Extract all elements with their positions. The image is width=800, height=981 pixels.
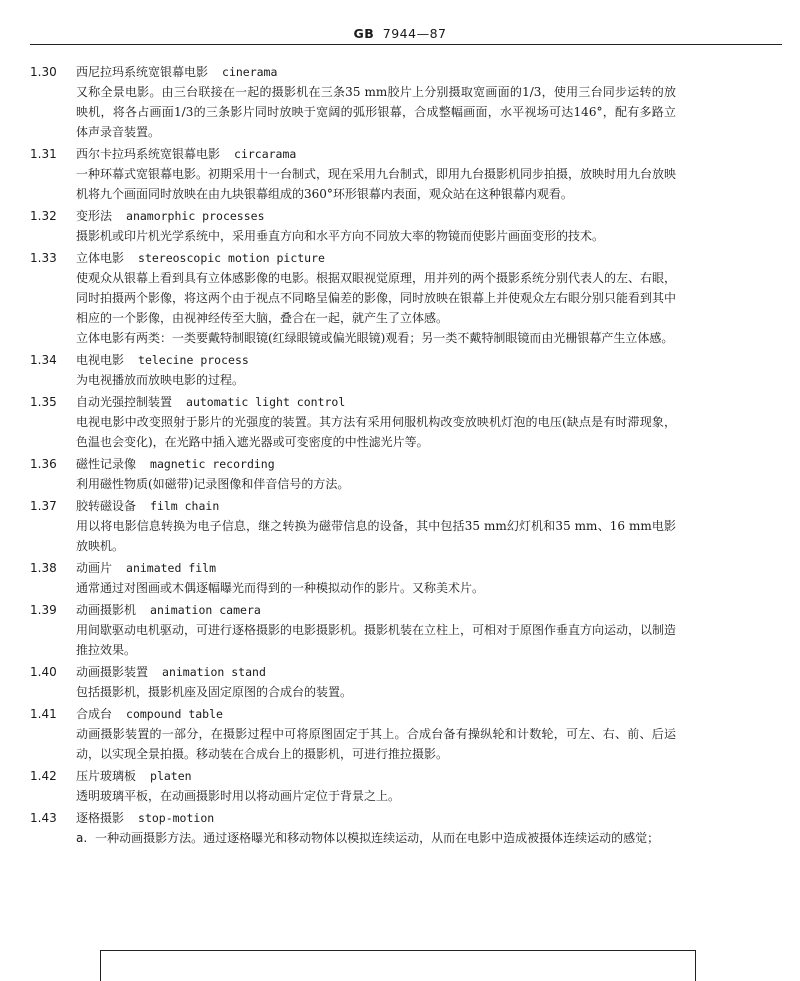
- term-number: 1.38: [30, 561, 57, 575]
- term-number: 1.39: [30, 603, 57, 617]
- term-entry: [30, 662, 780, 702]
- term-chinese-name: 动画片: [76, 561, 113, 575]
- definition-text: 又称全景电影。由三台联接在一起的摄影机在三条35 mm胶片上分别摄取宽画面的1/3，使用三台同步运转的放映机，将各占画面1/3的三条影片同时放映于宽阔的弧形银幕，合成整幅画面，水平视场可达146°，配有多路立体声录音装置。: [76, 85, 676, 139]
- term-chinese-name: 胶转磁设备: [76, 499, 137, 513]
- term-entry: [30, 62, 780, 142]
- definition-paragraph: [76, 82, 676, 142]
- term-number: 1.30: [30, 65, 57, 79]
- definition-text: 立体电影有两类：一类要戴特制眼镜(红绿眼镜或偏光眼镜)观看；另一类不戴特制眼镜而由光栅银幕产生立体感。: [76, 331, 674, 345]
- standard-code: 7944—87: [382, 26, 447, 41]
- term-english-name: telecine process: [138, 353, 249, 367]
- definition-text: 电视电影中改变照射于影片的光强度的装置。其方法有采用伺服机构改变放映机灯泡的电压(缺点是有时滞现象，色温也会变化)，在光路中插入遮光器或可变密度的中性滤光片等。: [76, 415, 676, 449]
- term-english-name: circarama: [234, 147, 297, 161]
- term-chinese-name: 电视电影: [76, 353, 125, 367]
- definition-paragraph: [76, 828, 676, 848]
- definition-text: 包括摄影机，摄影机座及固定原图的合成台的装置。: [76, 685, 353, 699]
- term-heading: [30, 600, 780, 620]
- term-number: 1.37: [30, 499, 57, 513]
- definition-paragraph: [76, 474, 676, 494]
- term-definition: [76, 682, 676, 702]
- term-chinese-name: 逐格摄影: [76, 811, 125, 825]
- definition-text: 使观众从银幕上看到具有立体感影像的电影。根据双眼视觉原理，用并列的两个摄影系统分别代表人的左、右眼，同时拍摄两个影像，将这两个由于视点不同略呈偏差的影像，同时放映在银幕上并使观众左右眼分别只能看到其中相应的一个影像，由视神经传至大脑，叠合在一起，就产生了立体感。: [76, 271, 677, 325]
- term-number: 1.40: [30, 665, 57, 679]
- term-entry: [30, 248, 780, 348]
- term-chinese-name: 变形法: [76, 209, 113, 223]
- term-heading: [30, 62, 780, 82]
- term-list: [30, 62, 780, 850]
- term-entry: [30, 454, 780, 494]
- definition-text: 为电视播放而放映电影的过程。: [76, 373, 245, 387]
- header-rule: [30, 44, 782, 45]
- term-entry: [30, 350, 780, 390]
- term-number: 1.42: [30, 769, 57, 783]
- term-english-name: stop-motion: [138, 811, 215, 825]
- term-definition: [76, 828, 676, 848]
- definition-paragraph: [76, 164, 676, 204]
- definition-paragraph: [76, 268, 676, 328]
- term-heading: [30, 766, 780, 786]
- definition-text: 一种动画摄影方法。通过逐格曝光和移动物体以模拟连续运动，从而在电影中造成被摄体连续运动的感觉；: [95, 831, 660, 845]
- term-english-name: stereoscopic motion picture: [138, 251, 325, 265]
- term-chinese-name: 动画摄影装置: [76, 665, 149, 679]
- term-number: 1.31: [30, 147, 57, 161]
- term-entry: [30, 704, 780, 764]
- term-definition: [76, 268, 676, 348]
- definition-paragraph: [76, 412, 676, 452]
- term-number: 1.35: [30, 395, 57, 409]
- term-entry: [30, 558, 780, 598]
- term-entry: [30, 206, 780, 246]
- term-chinese-name: 磁性记录像: [76, 457, 137, 471]
- term-entry: [30, 392, 780, 452]
- definition-text: 通常通过对图画或木偶逐幅曝光而得到的一种模拟动作的影片。又称美术片。: [76, 581, 485, 595]
- term-english-name: compound table: [126, 707, 223, 721]
- term-entry: [30, 600, 780, 660]
- definition-paragraph: [76, 682, 676, 702]
- term-heading: [30, 144, 780, 164]
- term-entry: [30, 496, 780, 556]
- term-chinese-name: 动画摄影机: [76, 603, 137, 617]
- page-header: [0, 26, 800, 41]
- term-heading: [30, 808, 780, 828]
- term-chinese-name: 压片玻璃板: [76, 769, 137, 783]
- term-english-name: magnetic recording: [150, 457, 275, 471]
- term-number: 1.33: [30, 251, 57, 265]
- definition-text: 摄影机或印片机光学系统中，采用垂直方向和水平方向不同放大率的物镜而使影片画面变形的技术。: [76, 229, 605, 243]
- term-heading: [30, 558, 780, 578]
- term-entry: [30, 144, 780, 204]
- definition-paragraph: [76, 328, 676, 348]
- term-english-name: animated film: [126, 561, 217, 575]
- term-number: 1.34: [30, 353, 57, 367]
- term-english-name: animation stand: [162, 665, 266, 679]
- term-chinese-name: 自动光强控制装置: [76, 395, 173, 409]
- term-english-name: platen: [150, 769, 192, 783]
- definition-text: 利用磁性物质(如磁带)记录图像和伴音信号的方法。: [76, 477, 350, 491]
- term-english-name: film chain: [150, 499, 220, 513]
- term-number: 1.41: [30, 707, 57, 721]
- term-english-name: automatic light control: [186, 395, 346, 409]
- term-definition: [76, 578, 676, 598]
- definition-paragraph: [76, 578, 676, 598]
- term-entry: [30, 808, 780, 848]
- term-english-name: cinerama: [222, 65, 278, 79]
- definition-text: 透明玻璃平板，在动画摄影时用以将动画片定位于背景之上。: [76, 789, 401, 803]
- definition-text: 一种环幕式宽银幕电影。初期采用十一台制式，现在采用九台制式，即用九台摄影机同步拍摄，放映时用九台放映机将九个画面同时放映在由九块银幕组成的360°环形银幕内表面，观众站在这种银幕内观看。: [76, 167, 677, 201]
- term-chinese-name: 合成台: [76, 707, 113, 721]
- term-chinese-name: 西尔卡拉玛系统宽银幕电影: [76, 147, 221, 161]
- term-chinese-name: 立体电影: [76, 251, 125, 265]
- term-heading: [30, 454, 780, 474]
- definition-paragraph: [76, 516, 676, 556]
- term-number: 1.36: [30, 457, 57, 471]
- term-entry: [30, 766, 780, 806]
- standard-prefix: GB: [353, 26, 375, 41]
- term-number: 1.32: [30, 209, 57, 223]
- term-definition: [76, 786, 676, 806]
- term-definition: [76, 412, 676, 452]
- term-english-name: animation camera: [150, 603, 261, 617]
- definition-paragraph: [76, 786, 676, 806]
- term-heading: [30, 392, 780, 412]
- definition-paragraph: [76, 226, 676, 246]
- definition-text: 动画摄影装置的一部分，在摄影过程中可将原图固定于其上。合成台备有操纵轮和计数轮，可左、右、前、后运动，以实现全景拍摄。移动装在合成台上的摄影机，可进行推拉摄影。: [76, 727, 676, 761]
- term-definition: [76, 226, 676, 246]
- term-definition: [76, 620, 676, 660]
- term-definition: [76, 724, 676, 764]
- term-definition: [76, 164, 676, 204]
- definition-text: 用间歇驱动电机驱动，可进行逐格摄影的电影摄影机。摄影机装在立柱上，可相对于原图作垂直方向运动，以制造推拉效果。: [76, 623, 677, 657]
- term-heading: [30, 248, 780, 268]
- definition-text: 用以将电影信息转换为电子信息，继之转换为磁带信息的设备，其中包括35 mm幻灯机和35 mm、16 mm电影放映机。: [76, 519, 676, 553]
- term-chinese-name: 西尼拉玛系统宽银幕电影: [76, 65, 209, 79]
- term-heading: [30, 704, 780, 724]
- term-heading: [30, 350, 780, 370]
- definition-paragraph: [76, 370, 676, 390]
- definition-paragraph: [76, 724, 676, 764]
- term-heading: [30, 206, 780, 226]
- definition-paragraph: [76, 620, 676, 660]
- term-definition: [76, 516, 676, 556]
- term-definition: [76, 82, 676, 142]
- term-heading: [30, 662, 780, 682]
- sub-item-label: a.: [76, 831, 88, 845]
- term-english-name: anamorphic processes: [126, 209, 265, 223]
- term-definition: [76, 474, 676, 494]
- term-definition: [76, 370, 676, 390]
- term-number: 1.43: [30, 811, 57, 825]
- term-heading: [30, 496, 780, 516]
